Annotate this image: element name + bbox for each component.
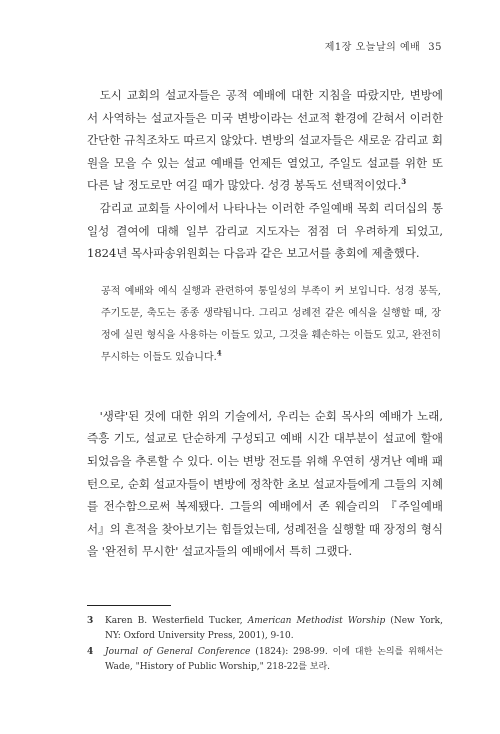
footnote-book-title: American Methodist Worship <box>247 616 386 626</box>
block-quote <box>101 281 441 369</box>
chapter-title: 제1장 오늘날의 예배 <box>324 42 421 53</box>
paragraph-3-text: '생략'된 것에 대한 위의 기술에서, 우리는 순회 목사의 예배가 노래, 즉흥 기도, 설교로 단순하게 구성되고 예배 시간 대부분이 설교에 할애되었음을 추론할 수 있다. 이는 변방 전도를 위해 우연히 생겨난 예배 패턴으로, 순회 설교자들이 변방에 정착한 초보 설교자들에게 그들의 지혜를 전수함으로써 복제됐다. 그들의 예배에서 존 웨슬리의 『주일예배서』의 흔적을 찾아보기는 힘들었는데, 성례전을 실행할 때 장정의 형식을 '완전히 무시한' 설교자들의 예배에서 특히 그랬다. <box>87 408 443 559</box>
footnote-number: 3 <box>87 616 94 626</box>
footnotes <box>87 614 443 676</box>
running-head <box>325 38 442 53</box>
spacer <box>87 369 443 405</box>
footnote-text <box>105 645 443 674</box>
footnote-text-after: (1824): 298-99. 이에 대한 논의를 위해서는 Wade, "History of Public Worship," 218-22를 보라. <box>105 647 443 672</box>
page-number: 35 <box>428 42 442 53</box>
footnote-divider <box>87 605 171 606</box>
footnote-number: 4 <box>87 647 94 657</box>
footnote-text-after: (New York, NY: Oxford University Press, 2001), 9-10. <box>105 616 443 641</box>
paragraph-2-text: 감리교 교회들 사이에서 나타나는 이러한 주일예배 목회 리더십의 통일성 결여에 대해 일부 감리교 지도자는 점점 더 우려하게 되었고, 1824년 목사파송위원회는 다음과 같은 보고서를 총회에 제출했다. <box>87 200 443 261</box>
footnote-ref-4[interactable]: 4 <box>216 348 222 358</box>
footnote-text <box>105 614 443 643</box>
paragraph-2 <box>87 197 443 265</box>
footnote-text-before: Karen B. Westerfield Tucker, <box>105 616 248 626</box>
paragraph-1 <box>87 84 443 197</box>
footnote-4 <box>87 645 443 674</box>
main-text <box>87 84 443 563</box>
footnote-3 <box>87 614 443 643</box>
footnote-ref-3[interactable]: 3 <box>401 177 407 187</box>
paragraph-3 <box>87 405 443 563</box>
paragraph-1-text: 도시 교회의 설교자들은 공적 예배에 대한 지침을 따랐지만, 변방에서 사역하는 설교자들은 미국 변방이라는 선교적 환경에 갇혀서 이러한 간단한 규칙조차도 따르지 않았다. 변방의 설교자들은 새로운 감리교 회원을 모을 수 있는 설교 예배를 언제든 열었고, 주일도 설교를 위한 또 다른 날 정도로만 여길 때가 많았다. 성경 봉독도 선택적이었다. <box>87 88 443 193</box>
footnote-journal-title: Journal of General Conference <box>105 647 251 657</box>
block-quote-text: 공적 예배와 예식 실행과 관련하여 통일성의 부족이 커 보입니다. 성경 봉독, 주기도문, 축도는 종종 생략됩니다. 그리고 성례전 같은 예식을 실행할 때, 장정에 실린 형식을 사용하는 이들도 있고, 그것을 훼손하는 이들도 있고, 완전히 무시하는 이들도 있습니다. <box>101 285 441 363</box>
